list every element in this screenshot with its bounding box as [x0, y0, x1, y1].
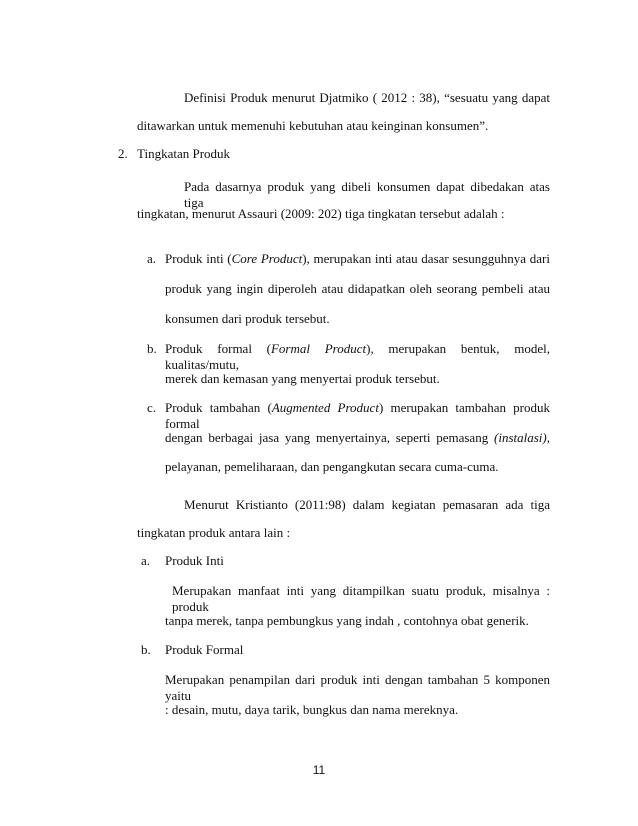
paragraph-line: tingkatan produk antara lain : [137, 525, 291, 540]
paragraph-line: Pada dasarnya produk yang dibeli konsumen dapat dibedakan atas tiga [184, 179, 550, 210]
list-item-line: Produk tambahan (Augmented Product) merupakan tambahan produk formal [165, 400, 550, 431]
paragraph-line: Definisi Produk menurut Djatmiko ( 2012 : 38), “sesuatu yang dapat [184, 90, 550, 105]
section-heading: Tingkatan Produk [137, 146, 231, 161]
list-item-line: : desain, mutu, daya tarik, bungkus dan nama mereknya. [165, 702, 459, 717]
page-number: 11 [312, 763, 326, 777]
list-item-line: Produk formal (Formal Product), merupakan bentuk, model, kualitas/mutu, [165, 341, 550, 372]
list-item-line: produk yang ingin diperoleh atau didapatkan oleh seorang pembeli atau [165, 281, 550, 296]
list-marker: b. [147, 341, 157, 356]
list-item-line: dengan berbagai jasa yang menyertainya, seperti pemasang (instalasi), [165, 430, 550, 445]
list-item-line: Merupakan penampilan dari produk inti dengan tambahan 5 komponen yaitu [165, 672, 550, 703]
list-marker: c. [147, 400, 157, 415]
list-item-line: tanpa merek, tanpa pembungkus yang indah , contohnya obat generik. [165, 613, 529, 628]
list-item-line: Merupakan manfaat inti yang ditampilkan suatu produk, misalnya : produk [172, 583, 550, 614]
list-marker: a. [141, 553, 151, 568]
list-item-title: Produk Inti [165, 553, 224, 568]
list-item-line: Produk inti (Core Product), merupakan inti atau dasar sesungguhnya dari [165, 251, 550, 266]
paragraph-line: ditawarkan untuk memenuhi kebutuhan atau keinginan konsumen”. [137, 118, 489, 133]
paragraph-line: Menurut Kristianto (2011:98) dalam kegiatan pemasaran ada tiga [184, 497, 550, 512]
list-marker: b. [141, 642, 151, 657]
section-number: 2. [118, 146, 128, 161]
list-marker: a. [147, 251, 157, 266]
list-item-title: Produk Formal [165, 642, 244, 657]
list-item-line: konsumen dari produk tersebut. [165, 311, 330, 326]
list-item-line: pelayanan, pemeliharaan, dan pengangkutan secara cuma-cuma. [165, 459, 499, 474]
paragraph-line: tingkatan, menurut Assauri (2009: 202) tiga tingkatan tersebut adalah : [137, 206, 505, 221]
list-item-line: merek dan kemasan yang menyertai produk tersebut. [165, 371, 440, 386]
